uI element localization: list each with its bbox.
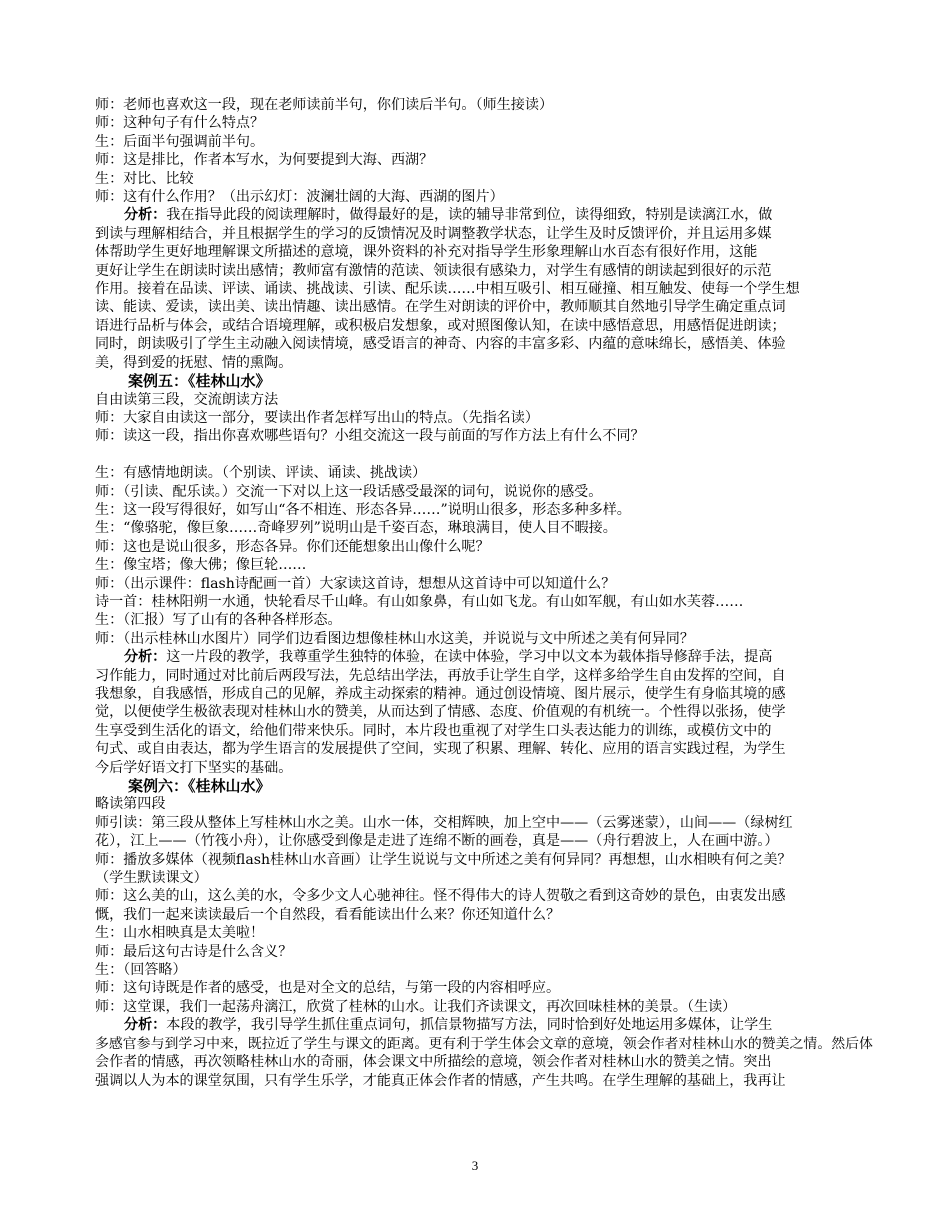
- analysis-line: 美，得到爱的抚慰、情的熏陶。: [95, 354, 293, 371]
- dialogue-line: 师：这也是说山很多，形态各异。你们还能想象出山像什么呢？: [95, 538, 490, 555]
- dialogue-line: 师：大家自由读这一部分，要读出作者怎样写出山的特点。（先指名读）: [95, 409, 539, 426]
- poem-line: 诗一首：桂林阳朔一水通，快轮看尽千山峰。有山如象鼻，有山如飞龙。有山如军舰，有山如水芙蓉……: [95, 593, 744, 610]
- dialogue-line: 师：播放多媒体（视频flash桂林山水音画）让学生说说与文中所述之美有何异同？再想想，山水相映有何之美？: [95, 851, 792, 868]
- document-page: [95, 96, 877, 1090]
- analysis-line: 语进行品析与体会，或结合语境理解，或积极启发想象，或对照图像认知，在读中感悟意思，用感悟促进朗读；: [95, 317, 786, 334]
- analysis-label: 分析：: [124, 649, 167, 666]
- analysis-paragraph-line: 分析：我在指导此段的阅读理解时，做得最好的是，读的辅导非常到位，读得细致，特别是读漓江水，做: [124, 207, 773, 224]
- analysis-line: 更好让学生在朗读时读出感情；教师富有激情的范读、领读很有感染力，对学生有感情的朗读起到很好的示范: [95, 262, 772, 279]
- dialogue-line: 师：这有什么作用？（出示幻灯：波澜壮阔的大海、西湖的图片）: [95, 189, 504, 206]
- analysis-line: 同时，朗读吸引了学生主动融入阅读情境，感受语言的神奇、内容的丰富多彩、内蕴的意味绵长，感悟美、体验: [95, 336, 786, 353]
- dialogue-line: 生：“像骆驼，像巨象……奇峰罗列”说明山是千姿百态，琳琅满目，使人目不暇接。: [95, 520, 617, 537]
- dialogue-line: 生：这一段写得很好，如写山“各不相连、形态各异……”说明山很多，形态多种多样。: [95, 501, 631, 518]
- dialogue-line: 生：对比、比较: [95, 170, 194, 187]
- dialogue-line: 师：（出示课件：flash诗配画一首）大家读这首诗，想想从这首诗中可以知道什么？: [95, 575, 616, 592]
- dialogue-line: 略读第四段: [95, 796, 166, 813]
- dialogue-line: 生：后面半句强调前半句。: [95, 133, 265, 150]
- analysis-line: 到读与理解相结合，并且根据学生的学习的反馈情况及时调整教学状态，让学生及时反馈评价，并且运用多媒: [95, 225, 772, 242]
- analysis-line: 读、能读、爱读，读出美、读出情趣、读出感情。在学生对朗读的评价中，教师顺其自然地引导学生确定重点词: [95, 299, 786, 316]
- dialogue-line: 师：这种句子有什么特点？: [95, 115, 265, 132]
- analysis-paragraph-line: 分析：本段的教学，我引导学生抓住重点词句，抓信景物描写方法，同时恰到好处地运用多媒体，让学生: [124, 1017, 773, 1034]
- analysis-line: 强调以人为本的课堂氛围，只有学生乐学，才能真正体会作者的情感，产生共鸣。在学生理解的基础上，我再让: [95, 1072, 786, 1089]
- dialogue-line: 慨，我们一起来读读最后一个自然段，看看能读出什么来？你还知道什么？: [95, 906, 561, 923]
- dialogue-line: 师：（引读、配乐读。）交流一下对以上这一段话感受最深的词句，说说你的感受。: [95, 483, 603, 500]
- dialogue-line: 生：（回答略）: [95, 962, 187, 979]
- page-number: 3: [471, 1158, 479, 1173]
- dialogue-line: 师：这堂课，我们一起荡舟漓江，欣赏了桂林的山水。让我们齐读课文，再次回味桂林的美景。（生读）: [95, 998, 737, 1015]
- dialogue-line: 花），江上——（竹筏小舟），让你感受到像是走进了连绵不断的画卷，真是——（舟行碧波上，人在画中游。）: [95, 833, 779, 850]
- blank-line: [95, 446, 877, 464]
- dialogue-line: 生：（汇报）写了山有的各种各样形态。: [95, 612, 342, 629]
- analysis-line: 今后学好语文打下坚实的基础。: [95, 759, 293, 776]
- analysis-line: 习作能力，同时通过对比前后两段写法，先总结出学法，再放手让学生自学，这样多给学生自由发挥的空间，自: [95, 667, 786, 684]
- analysis-paragraph-line: 分析：这一片段的教学，我尊重学生独特的体验，在读中体验，学习中以文本为载体指导修辞手法，提高: [124, 649, 773, 666]
- dialogue-line: 师：（出示桂林山水图片）同学们边看图边想像桂林山水这美，并说说与文中所述之美有何异同？: [95, 630, 694, 647]
- dialogue-line: （学生默读课文）: [95, 870, 208, 887]
- analysis-line: 体帮助学生更好地理解课文所描述的意境，课外资料的补充对指导学生形象理解山水百态有很好作用，这能: [95, 244, 758, 261]
- dialogue-line: 师：这是排比，作者本写水，为何要提到大海、西湖？: [95, 152, 434, 169]
- dialogue-line: 师：老师也喜欢这一段，现在老师读前半句，你们读后半句。（师生接读）: [95, 97, 554, 113]
- dialogue-line: 生：像宝塔；像大佛；像巨轮……: [95, 557, 307, 574]
- analysis-line: 我想象，自我感悟，形成自己的见解，养成主动探索的精神。通过创设情境、图片展示，使学生有身临其境的感: [95, 685, 786, 702]
- analysis-label: 分析：: [124, 207, 167, 224]
- dialogue-line: 师引读：第三段从整体上写桂林山水之美。山水一体，交相辉映，加上空中——（云雾迷蒙），山间——（绿树红: [95, 814, 793, 831]
- analysis-line: 觉，以便使学生极欲表现对桂林山水的赞美，从而达到了情感、态度、价值观的有机统一。个性得以张扬，使学: [95, 704, 786, 721]
- dialogue-line: 师：最后这句古诗是什么含义？: [95, 943, 293, 960]
- dialogue-line: 师：这么美的山，这么美的水，令多少文人心驰神往。怪不得伟大的诗人贺敬之看到这奇妙的景色，由衷发出感: [95, 888, 786, 905]
- analysis-line: 句式、或自由表达，都为学生语言的发展提供了空间，实现了积累、理解、转化、应用的语言实践过程，为学生: [95, 741, 786, 758]
- analysis-line: 生享受到生活化的语文，给他们带来快乐。同时，本片段也重视了对学生口头表达能力的训练，或模仿文中的: [95, 722, 772, 739]
- dialogue-line: 师：这句诗既是作者的感受，也是对全文的总结，与第一段的内容相呼应。: [95, 980, 561, 997]
- analysis-line: 作用。接着在品读、评读、诵读、挑战读、引读、配乐读……中相互吸引、相互碰撞、相互触发、使每一个学生想: [95, 281, 800, 298]
- dialogue-line: 生：有感情地朗读。（个别读、评读、诵读、挑战读）: [95, 465, 427, 482]
- case-heading: 案例五：《桂林山水》: [128, 372, 271, 391]
- dialogue-line: 生：山水相映真是太美啦！: [95, 925, 265, 942]
- analysis-line: 多感官参与到学习中来，既拉近了学生与课文的距离。更有利于学生体会文章的意境，领会作者对桂林山水的赞美之情。然后体: [95, 1035, 873, 1052]
- dialogue-line: 自由读第三段，交流朗读方法: [95, 391, 279, 408]
- dialogue-line: 师：读这一段，指出你喜欢哪些语句？小组交流这一段与前面的写作方法上有什么不同？: [95, 428, 645, 445]
- analysis-label: 分析：: [124, 1017, 167, 1034]
- case-heading: 案例六：《桂林山水》: [128, 777, 271, 796]
- analysis-line: 会作者的情感，再次领略桂林山水的奇丽，体会课文中所描绘的意境，领会作者对桂林山水的赞美之情。突出: [95, 1054, 772, 1071]
